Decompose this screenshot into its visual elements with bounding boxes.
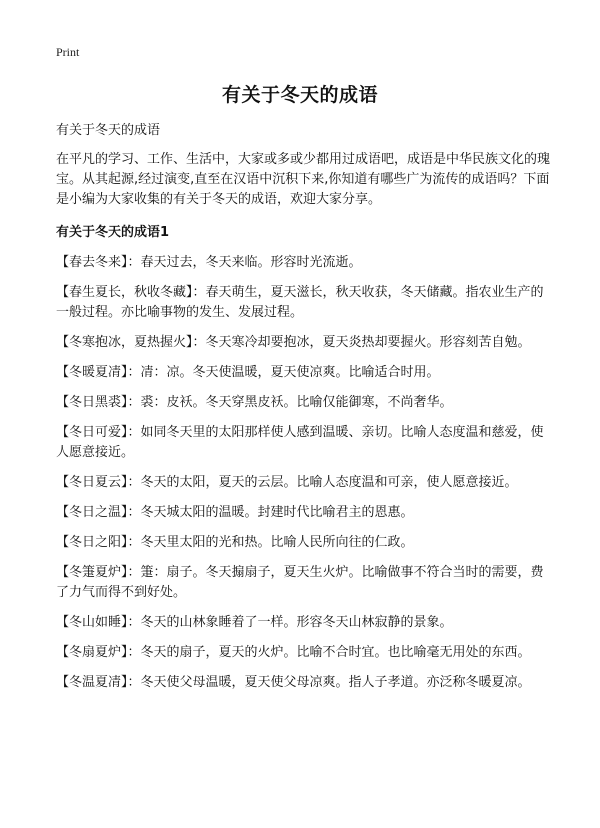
idiom-entry: 【春去冬来】：春天过去，冬天来临。形容时光流逝。 — [56, 255, 362, 270]
article-subtitle: 有关于冬天的成语 — [56, 123, 161, 138]
idiom-entry: 【冬寒抱冰，夏热握火】：冬天寒冷却要抱冰，夏天炎热却要握火。形容刻苦自勉。 — [56, 335, 531, 350]
idiom-entry: 【冬扇夏炉】：冬天的扇子，夏天的火炉。比喻不合时宜。也比喻毫无用处的东西。 — [56, 645, 531, 660]
idiom-entry: 【冬日之阳】：冬天里太阳的光和热。比喻人民所向往的仁政。 — [56, 535, 414, 550]
idiom-entry: 【春生夏长，秋收冬藏】：春天萌生，夏天滋长，秋天收获，冬天储藏。指农业生产的一般过程。亦比喻事物的发生、发展过程。 — [56, 285, 544, 320]
intro-paragraph: 在平凡的学习、工作、生活中，大家或多或少都用过成语吧，成语是中华民族文化的瑰宝。从其起源,经过演变,直至在汉语中沉积下来,你知道有哪些广为流传的成语吗？下面是小编为大家收集的有关于冬天的成语，欢迎大家分享。 — [56, 152, 551, 207]
page-title: 有关于冬天的成语 — [221, 84, 378, 106]
idiom-entry: 【冬日黑裘】：裘：皮袄。冬天穿黑皮袄。比喻仅能御寒，不尚奢华。 — [56, 395, 453, 410]
idiom-entry: 【冬箑夏炉】：箑：扇子。冬天搧扇子，夏天生火炉。比喻做事不符合当时的需要，费了力气而得不到好处。 — [56, 565, 544, 600]
idiom-entry: 【冬暖夏凊】：凊：凉。冬天使温暖，夏天使凉爽。比喻适合时用。 — [56, 365, 440, 380]
idiom-entry: 【冬日之温】：冬天城太阳的温暖。封建时代比喻君主的恩惠。 — [56, 505, 414, 520]
section-heading: 有关于冬天的成语1 — [56, 225, 170, 240]
idiom-entry: 【冬山如睡】：冬天的山林象睡着了一样。形容冬天山林寂静的景象。 — [56, 615, 453, 630]
idiom-entry: 【冬温夏凊】：冬天使父母温暖，夏天使父母凉爽。指人子孝道。亦泛称冬暖夏凉。 — [56, 675, 531, 690]
article-body — [56, 121, 556, 703]
idiom-entry: 【冬日夏云】：冬天的太阳，夏天的云层。比喻人态度温和可亲，使人愿意接近。 — [56, 475, 518, 490]
idiom-entry: 【冬日可爱】：如同冬天里的太阳那样使人感到温暖、亲切。比喻人态度温和慈爱，使人愿意接近。 — [56, 425, 544, 460]
print-link[interactable]: Print — [56, 45, 80, 59]
